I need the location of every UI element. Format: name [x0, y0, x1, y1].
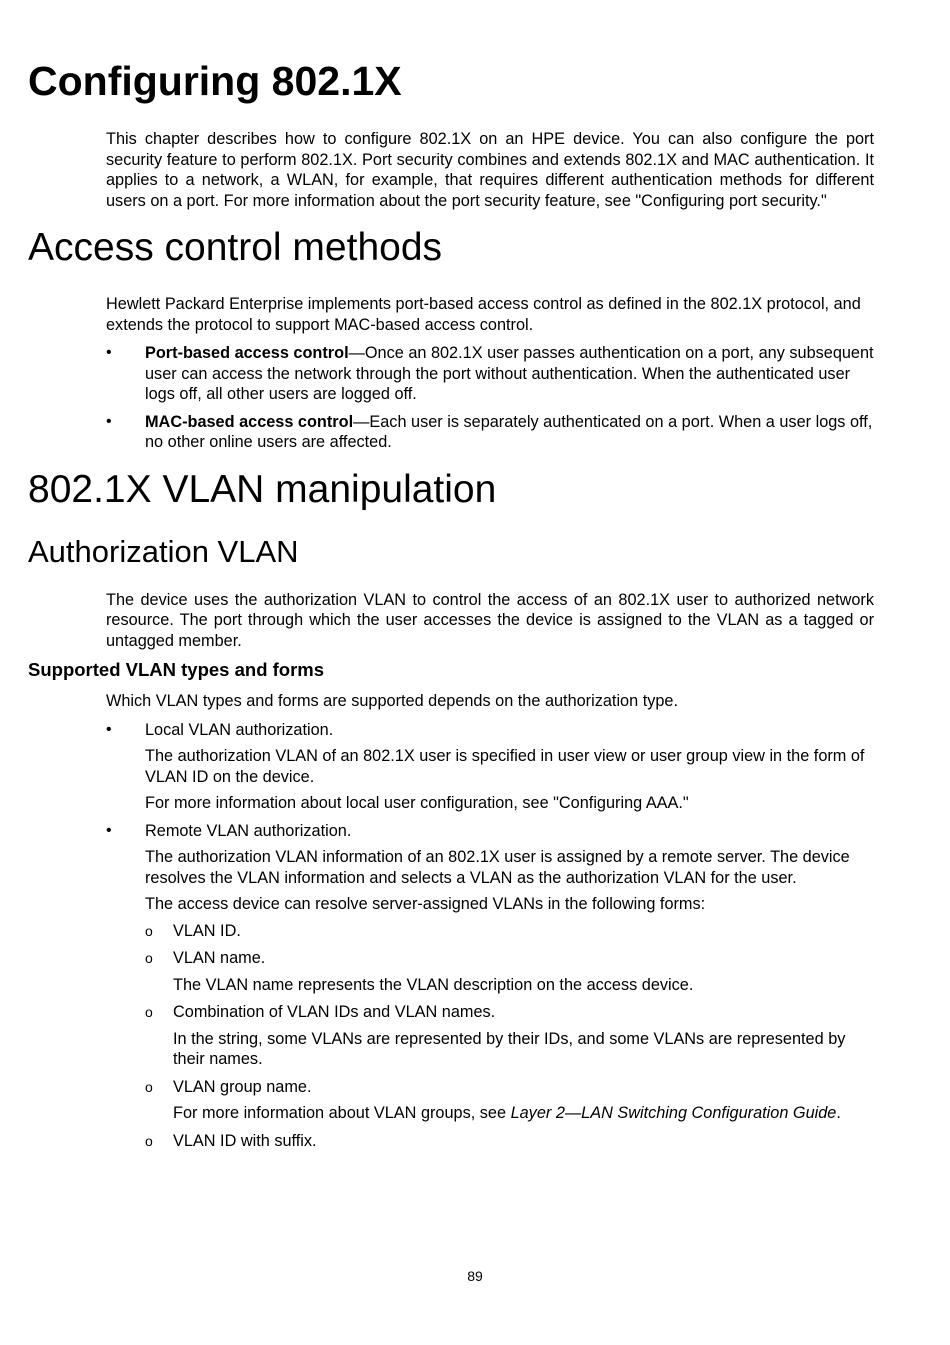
- sub-list-item-note: [173, 1103, 874, 1124]
- section-heading-vlan-manipulation: 802.1X VLAN manipulation: [28, 467, 497, 511]
- subsection-heading-authorization-vlan: Authorization VLAN: [28, 534, 299, 570]
- access-control-list: [106, 343, 874, 453]
- sub-list-item-label: Combination of VLAN IDs and VLAN names.: [173, 1003, 496, 1022]
- note-text-end: .: [836, 1104, 841, 1123]
- bullet-icon: •: [106, 821, 112, 839]
- sub-list-item: [145, 1131, 874, 1152]
- list-item-label: Remote VLAN authorization.: [145, 821, 352, 840]
- chapter-title: Configuring 802.1X: [28, 58, 402, 104]
- bullet-icon: •: [106, 412, 112, 430]
- guide-reference: Layer 2—LAN Switching Configuration Guide: [510, 1104, 837, 1123]
- circle-bullet-icon: o: [145, 950, 153, 967]
- sub-list-item-note: The VLAN name represents the VLAN description on the access device.: [173, 975, 694, 994]
- sub-list-item: [145, 948, 874, 995]
- section-heading-access-control: Access control methods: [28, 226, 443, 270]
- sub-list-item-label: VLAN name.: [173, 949, 266, 968]
- note-text: For more information about VLAN groups, see: [173, 1104, 511, 1123]
- sub-list-item: [145, 1077, 874, 1124]
- list-item-remote: [106, 821, 874, 1152]
- list-item: [106, 412, 874, 453]
- authorization-type-list: [106, 720, 874, 1152]
- list-item-term: Port-based access control: [145, 344, 349, 363]
- sub-list-item-label: VLAN group name.: [173, 1077, 312, 1096]
- list-item-detail: For more information about local user configuration, see "Configuring AAA.": [145, 794, 689, 813]
- list-item-detail: The access device can resolve server-assigned VLANs in the following forms:: [145, 895, 706, 914]
- sub-list-item: [145, 921, 874, 942]
- list-item-detail: The authorization VLAN of an 802.1X user is specified in user view or user group view in the form of VLAN ID on the device.: [145, 747, 865, 786]
- sub-list-item-label: VLAN ID.: [173, 921, 241, 940]
- circle-bullet-icon: o: [145, 1132, 153, 1149]
- circle-bullet-icon: o: [145, 1004, 153, 1021]
- sub-list-item-note: In the string, some VLANs are represented by their IDs, and some VLANs are represented by their names.: [173, 1029, 846, 1069]
- intro-paragraph: This chapter describes how to configure 802.1X on an HPE device. You can also configure the port security feature to perform 802.1X. Port security combines and extends 802.1X and MAC authentication. It applies to a network, a WLAN, for example, that requires different authentication methods for different users on a port. For more information about the port security feature, see "Configuring port security.": [106, 130, 874, 210]
- list-item-local: [106, 720, 874, 814]
- list-item-description: —Once an 802.1X user passes authentication on a port, any subsequent user can access the network through the port without authentication. When the authenticated user logs off, all other users are logged off.: [145, 344, 874, 404]
- supported-paragraph: Which VLAN types and forms are supported depends on the authorization type.: [106, 692, 678, 711]
- subsubsection-heading-supported: Supported VLAN types and forms: [28, 659, 325, 681]
- authorization-vlan-paragraph: The device uses the authorization VLAN to control the access of an 802.1X user to authorized network resource. The port through which the user accesses the device is assigned to the VLAN as a tagged or untagged member.: [106, 590, 874, 650]
- sub-list-item-label: VLAN ID with suffix.: [173, 1131, 317, 1150]
- sub-list-item: [145, 1002, 874, 1070]
- bullet-icon: •: [106, 720, 112, 738]
- vlan-forms-list: [145, 921, 874, 1152]
- list-item-label: Local VLAN authorization.: [145, 720, 334, 739]
- circle-bullet-icon: o: [145, 922, 153, 939]
- list-item: [106, 343, 874, 405]
- page-number: 89: [467, 1268, 483, 1284]
- list-item-detail: The authorization VLAN information of an 802.1X user is assigned by a remote server. The device resolves the VLAN information and selects a VLAN as the authorization VLAN for the user.: [145, 848, 850, 887]
- list-item-term: MAC-based access control: [145, 412, 354, 431]
- list-item-description: —Each user is separately authenticated on a port. When a user logs off, no other online users are affected.: [145, 412, 873, 452]
- access-control-paragraph: Hewlett Packard Enterprise implements port-based access control as defined in the 802.1X protocol, and extends the protocol to support MAC-based access control.: [106, 295, 861, 334]
- bullet-icon: •: [106, 344, 112, 362]
- circle-bullet-icon: o: [145, 1078, 153, 1095]
